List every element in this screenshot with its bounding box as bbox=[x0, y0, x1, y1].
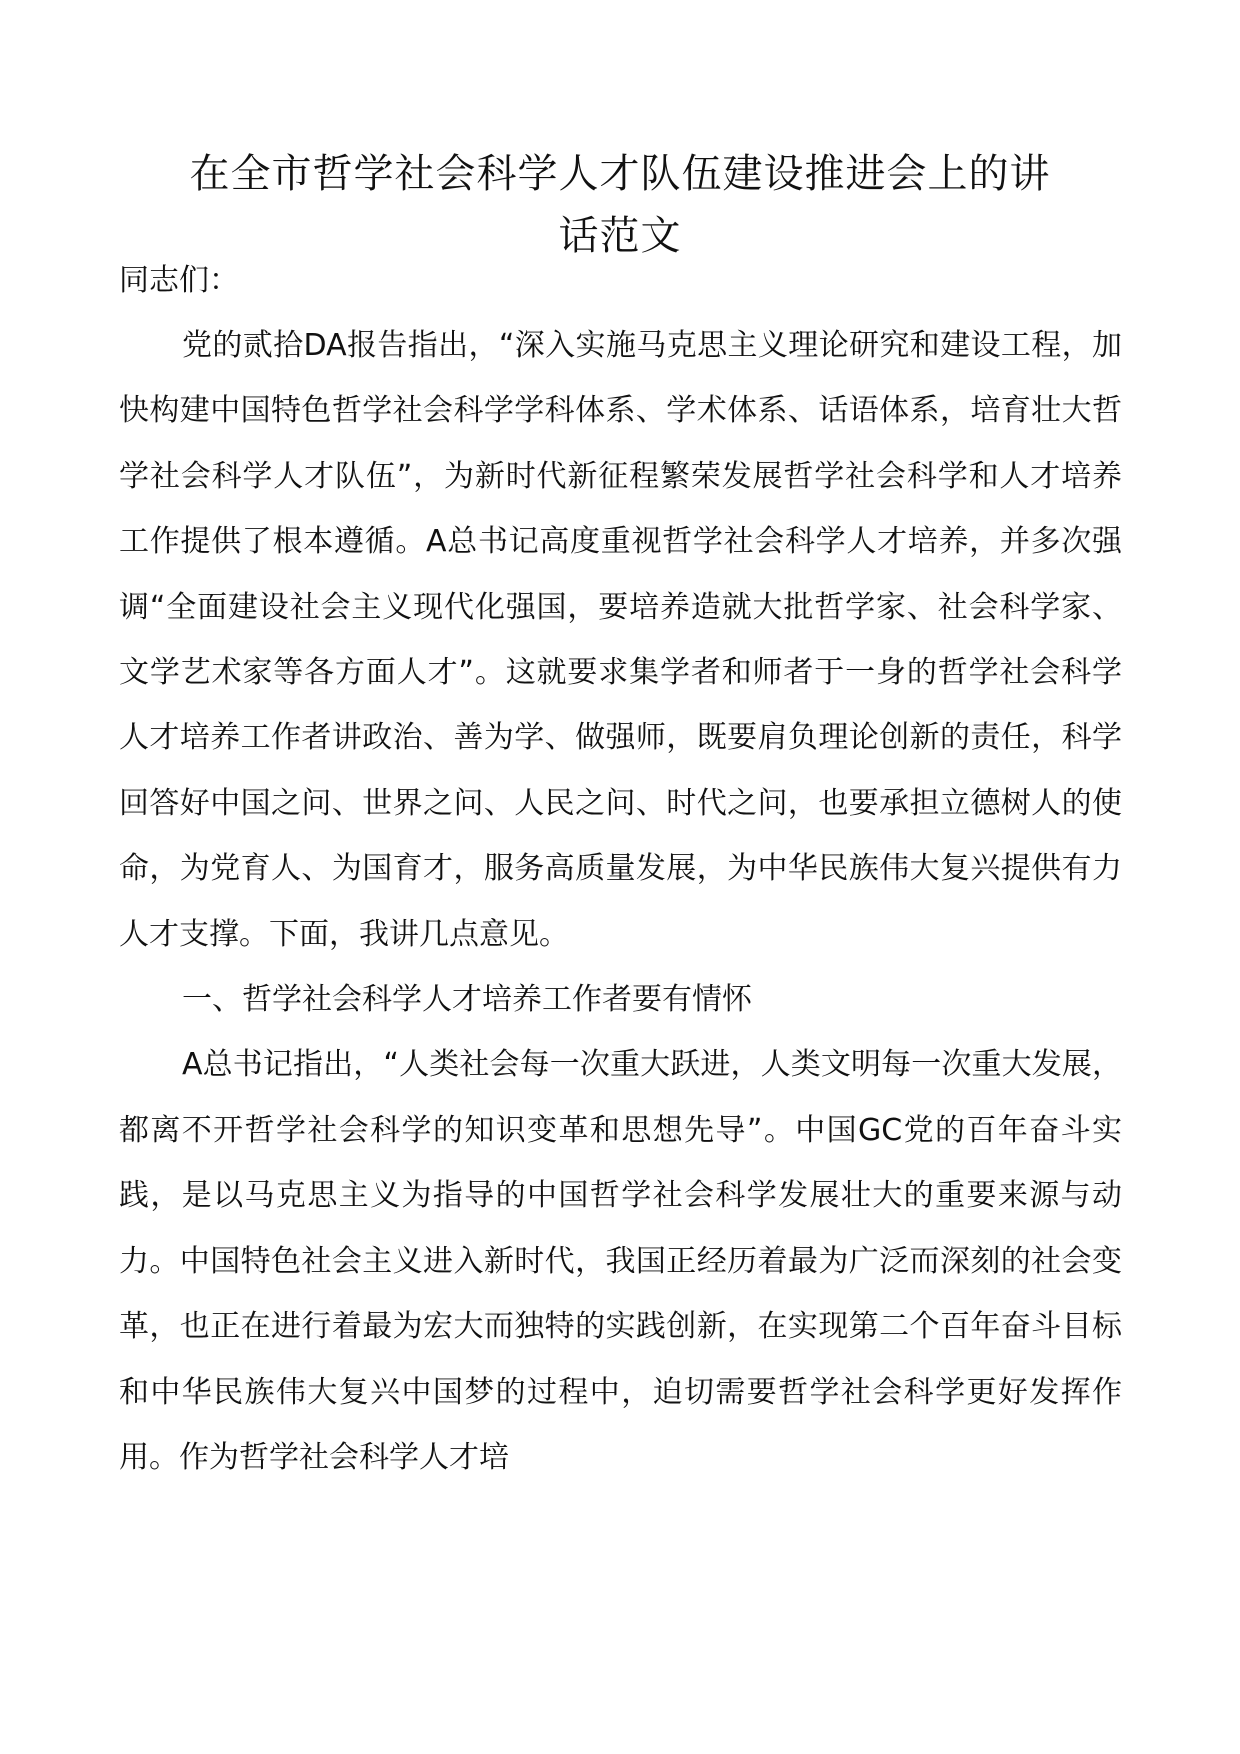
section-heading-1: 一、哲学社会科学人才培养工作者要有情怀 bbox=[182, 982, 752, 1018]
document-body bbox=[119, 248, 1122, 1490]
document-title-line-1: 在全市哲学社会科学人才队伍建设推进会上的讲 bbox=[189, 151, 1051, 197]
paragraph-section-1: A总书记指出，“人类社会每一次重大跃进，人类文明每一次重大发展，都离不开哲学社会科学的知识变革和思想先导”。中国GC党的百年奋斗实践，是以马克思主义为指导的中国哲学社会科学发展壮大的重要来源与动力。中国特色社会主义进入新时代，我国正经历着最为广泛而深刻的社会变革，也正在进行着最为宏大而独特的实践创新，在实现第二个百年奋斗目标和中华民族伟大复兴中国梦的过程中，迫切需要哲学社会科学更好发挥作用。作为哲学社会科学人才培 bbox=[119, 1047, 1122, 1475]
paragraph-intro: 党的贰拾DA报告指出，“深入实施马克思主义理论研究和建设工程，加快构建中国特色哲学社会科学学科体系、学术体系、话语体系，培育壮大哲学社会科学人才队伍”，为新时代新征程繁荣发展哲学社会科学和人才培养工作提供了根本遵循。A总书记高度重视哲学社会科学人才培养，并多次强调“全面建设社会主义现代化强国，要培养造就大批哲学家、社会科学家、文学艺术家等各方面人才”。这就要求集学者和师者于一身的哲学社会科学人才培养工作者讲政治、善为学、做强师，既要肩负理论创新的责任，科学回答好中国之问、世界之问、人民之问、时代之问，也要承担立德树人的使命，为党育人、为国育才，服务高质量发展，为中华民族伟大复兴提供有力人才支撑。下面，我讲几点意见。 bbox=[119, 328, 1122, 952]
document-title-line-2: 话范文 bbox=[558, 213, 682, 259]
salutation: 同志们： bbox=[119, 263, 239, 298]
